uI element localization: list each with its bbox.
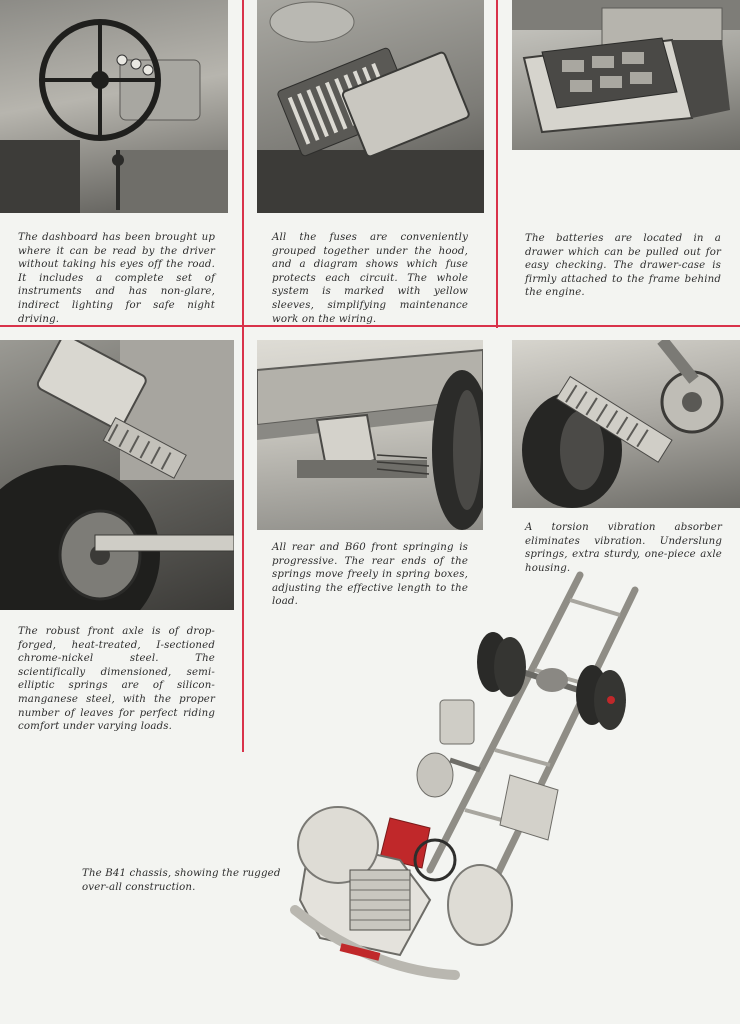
divider-vertical-right: [496, 0, 498, 328]
batteries-caption: The batteries are located in a drawer which can be pulled out for easy checking. The drawer-case is firmly attached to the frame behind the engine.: [525, 233, 721, 299]
divider-vertical-left: [242, 0, 244, 752]
front-axle-caption: The robust front axle is of drop-forged, heat-treated, I-sectioned chrome-nickel steel. The scientifically dimensioned, semi-elliptic springs are of silicon-manganese steel, with the proper number of leaves for perfect riding comfort under varying loads.: [18, 626, 215, 733]
fuse-panel-photo: [257, 0, 484, 213]
rear-springing-photo: [257, 340, 483, 530]
dashboard-caption: The dashboard has been brought up where it can be read by the driver without taking his eyes off the road. It includes a complete set of instruments and has non-glare, indirect lighting for safe night driving.: [18, 232, 215, 325]
fuses-caption: All the fuses are conveniently grouped together under the hood, and a diagram shows which fuse protects each circuit. The whole system is marked with yellow sleeves, simplifying maintenance work on the wiring.: [272, 232, 468, 325]
b41-chassis-illustration: [280, 570, 660, 1010]
dashboard-photo: [0, 0, 228, 213]
torsion-caption: A torsion vibration absorber eliminates vibration. Underslung springs, extra sturdy, one-piece axle housing.: [525, 522, 722, 574]
springing-caption: All rear and B60 front springing is progressive. The rear ends of the springs move freely in spring boxes, adjusting the effective length to the load.: [272, 542, 468, 608]
battery-drawer-photo: [512, 0, 740, 150]
front-axle-photo: [0, 340, 234, 610]
torsion-absorber-photo: [512, 340, 740, 508]
chassis-caption: The B41 chassis, showing the rugged over-all construction.: [82, 868, 281, 893]
